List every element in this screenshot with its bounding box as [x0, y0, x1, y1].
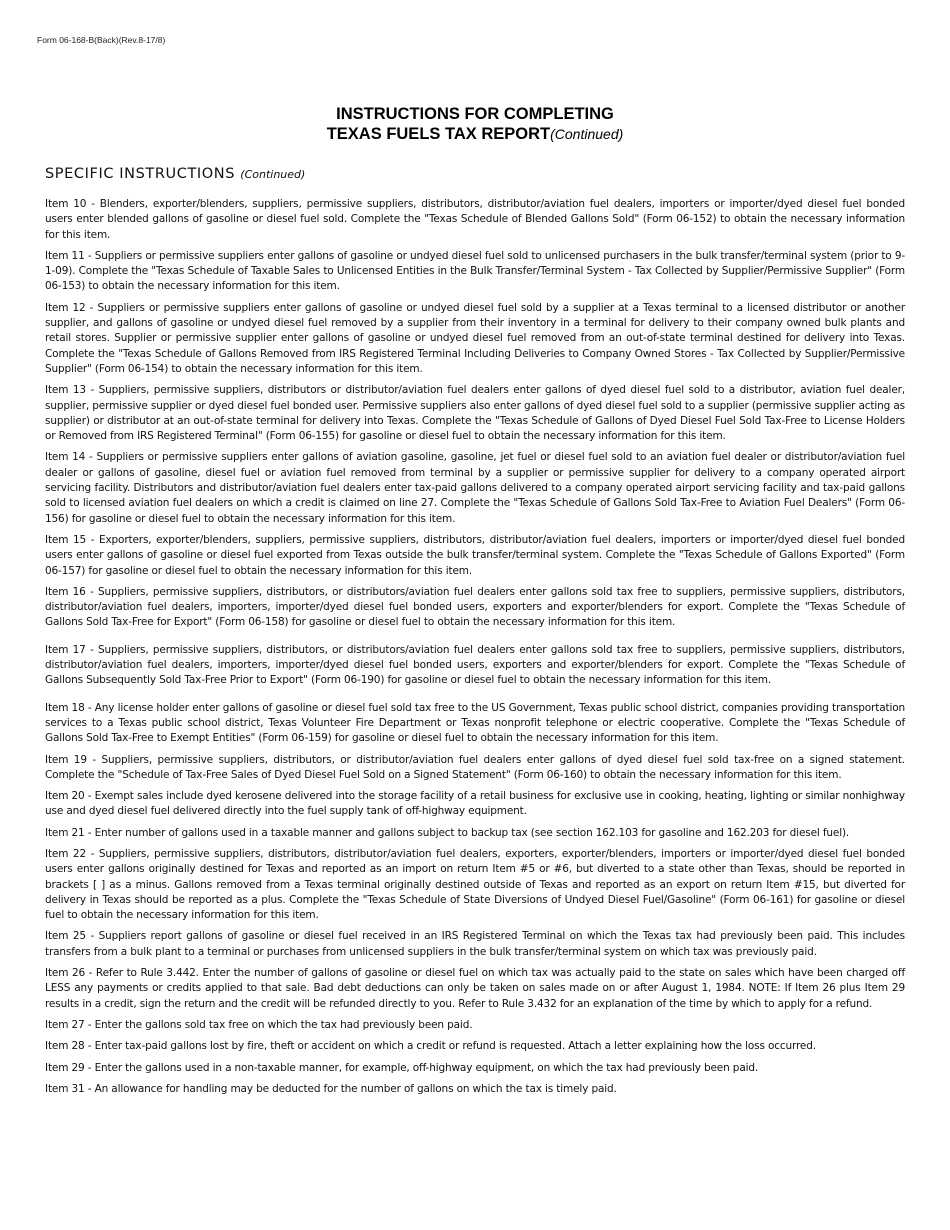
title-continued: (Continued) [550, 126, 624, 142]
item-27: Item 27 - Enter the gallons sold tax free on which the tax had previously been paid. [45, 1018, 473, 1031]
page-title [0, 104, 950, 144]
item-26: Item 26 - Refer to Rule 3.442. Enter the number of gallons of gasoline or diesel fuel on which tax was actually paid to the state on sales which have been charged off LESS any payments or credits applied to that sale. Bad debt deductions can only be taken on sales made on or after August 1, 1984. NOTE: If Item 26 plus Item 29 results in a credit, sign the return and the credit will be refunded directly to you. Refer to Rule 3.432 for an explanation of the time by which to apply for a refund. [45, 967, 905, 1010]
item-31: Item 31 - An allowance for handling may be deducted for the number of gallons on which the tax is timely paid. [45, 1082, 617, 1095]
item-20: Item 20 - Exempt sales include dyed kerosene delivered into the storage facility of a retail business for exclusive use in cooking, heating, lighting or similar nonhighway use and dyed diesel fuel delivered directly into the fuel supply tank of off-highway equipment. [45, 790, 905, 818]
item-18: Item 18 - Any license holder enter gallons of gasoline or diesel fuel sold tax free to the US Government, Texas public school district, companies providing transportation services to a Texas public school district, Texas Volunteer Fire Department or Texas nonprofit telephone or electric cooperative. Complete the "Texas Schedule of Gallons Sold Tax-Free to Exempt Entities" (Form 06-159) for gasoline or diesel fuel to obtain the necessary information for this item. [45, 701, 905, 745]
section-heading [45, 166, 305, 182]
item-28: Item 28 - Enter tax-paid gallons lost by fire, theft or accident on which a credit or refund is requested. Attach a letter explaining how the loss occurred. [45, 1040, 816, 1053]
item-22: Item 22 - Suppliers, permissive suppliers, distributors, distributor/aviation fuel dealers, exporters, exporter/blenders, importers or importer/dyed diesel fuel bonded users enter gallons originally destined for Texas and reported as an import on return Item #5 or #6, but diverted to a state other than Texas, should be reported in brackets [ ] as a minus. Gallons removed from a Texas terminal originally destined outside of Texas and reported as an export on return Item #15, but diverted for delivery in Texas should be reported as a plus. Complete the "Texas Schedule of State Diversions of Undyed Diesel Fuel/Gasoline" (Form 06-161) for gasoline or diesel fuel to obtain the necessary information for this item. [45, 847, 905, 922]
instructions-list [45, 197, 905, 1103]
item-21: Item 21 - Enter number of gallons used in a taxable manner and gallons subject to backup tax (see section 162.103 for gasoline and 162.203 for diesel fuel). [45, 826, 850, 839]
item-19: Item 19 - Suppliers, permissive suppliers, distributors, or distributor/aviation fuel dealers enter gallons of dyed diesel fuel sold tax-free on a signed statement. Complete the "Schedule of Tax-Free Sales of Dyed Diesel Fuel Sold on a Signed Statement" (Form 06-160) to obtain the necessary information for this item. [45, 753, 905, 781]
title-line-2 [0, 124, 950, 144]
item-25: Item 25 - Suppliers report gallons of gasoline or diesel fuel received in an IRS Registered Terminal on which the Texas tax had previously been paid. This includes transfers from a bulk plant to a terminal or purchases from unlicensed suppliers in the bulk transfer/terminal system on which tax was previously paid. [45, 930, 905, 958]
form-number: Form 06-168-B(Back)(Rev.8-17/8) [37, 35, 166, 45]
item-10: Item 10 - Blenders, exporter/blenders, suppliers, permissive suppliers, distributors, distributor/aviation fuel dealers, importers or importer/dyed diesel fuel bonded users enter blended gallons of gasoline or diesel fuel sold. Complete the "Texas Schedule of Blended Gallons Sold" (Form 06-152) to obtain the necessary information for this item. [45, 198, 905, 241]
item-15: Item 15 - Exporters, exporter/blenders, suppliers, permissive suppliers, distributors, distributor/aviation fuel dealers, importers or importer/dyed diesel fuel bonded users enter gallons of gasoline or diesel fuel exported from Texas outside the bulk transfer/terminal system. Complete the "Texas Schedule of Gallons Exported" (Form 06-157) for gasoline or diesel fuel to obtain the necessary information for this item. [45, 533, 905, 577]
item-17: Item 17 - Suppliers, permissive suppliers, distributors, or distributors/aviation fuel dealers enter gallons sold tax free to suppliers, permissive suppliers, distributors, distributor/aviation fuel dealers, importers, importer/dyed diesel fuel bonded users, exporters and exporter/blenders for export. Complete the "Texas Schedule of Gallons Subsequently Sold Tax-Free Prior to Export" (Form 06-190) for gasoline or diesel fuel to obtain the necessary information for this item. [45, 643, 905, 687]
item-16: Item 16 - Suppliers, permissive suppliers, distributors, or distributors/aviation fuel dealers enter gallons sold tax free to suppliers, permissive suppliers, distributors, distributor/aviation fuel dealers, importers, importer/dyed diesel fuel bonded users, exporters and exporter/blenders for export. Complete the "Texas Schedule of Gallons Sold Tax-Free for Export" (Form 06-158) for gasoline or diesel fuel to obtain the necessary information for this item. [45, 585, 905, 629]
section-continued: (Continued) [240, 168, 306, 181]
item-11: Item 11 - Suppliers or permissive suppliers enter gallons of gasoline or undyed diesel fuel sold to unlicensed purchasers in the bulk transfer/terminal system (prior to 9-1-09). Complete the "Texas Schedule of Taxable Sales to Unlicensed Entities in the Bulk Transfer/Terminal System - Tax Collected by Supplier/Permissive Supplier" (Form 06-153) to obtain the necessary information for this item. [45, 249, 905, 293]
item-29: Item 29 - Enter the gallons used in a non-taxable manner, for example, off-highway equipment, on which the tax had previously been paid. [45, 1061, 759, 1074]
item-14: Item 14 - Suppliers or permissive suppliers enter gallons of aviation gasoline, gasoline, jet fuel or diesel fuel sold to an aviation fuel dealer or distributor/aviation fuel dealer or gallons of gasoline, diesel fuel or aviation fuel removed from terminal by a supplier or permissive supplier for delivery to a company operated airport servicing facility. Distributors and distributor/aviation fuel dealers enter tax-paid gallons delivered to a company operated airport servicing facility and tax-paid gallons sold to licensed aviation fuel dealers on which a credit is claimed on line 27. Complete the "Texas Schedule of Gallons Sold Tax-Free to Aviation Fuel Dealers" (Form 06-156) for gasoline or diesel fuel to obtain the necessary information for this item. [45, 451, 905, 525]
item-13: Item 13 - Suppliers, permissive suppliers, distributors or distributor/aviation fuel dealers enter gallons of dyed diesel fuel sold to a distributor, aviation fuel dealer, supplier, permissive supplier or dyed diesel fuel bonded user. Permissive suppliers also enter gallons of dyed diesel fuel sold to a supplier (permissive supplier acting as supplier) or distributor at an out-of-state terminal for delivery into Texas. Complete the "Texas Schedule of Gallons of Dyed Diesel Fuel Sold Tax-Free to License Holders or Removed from IRS Registered Terminal" (Form 06-155) for gasoline or diesel fuel to obtain the necessary information for this item. [45, 384, 905, 443]
title-line-1: INSTRUCTIONS FOR COMPLETING [336, 105, 614, 123]
item-12: Item 12 - Suppliers or permissive suppliers enter gallons of gasoline or undyed diesel fuel sold by a supplier at a Texas terminal to a licensed distributor or another supplier, and gallons of gasoline or undyed diesel fuel removed by a supplier from their inventory in a terminal for delivery to their company owned bulk plants and retail stores. Supplier or permissive supplier enter gallons of gasoline or undyed diesel fuel removed from an out-of-state terminal destined for delivery into Texas. Complete the "Texas Schedule of Gallons Removed from IRS Registered Terminal Including Deliveries to Company Owned Stores - Tax Collected by Supplier/Permissive Supplier" (Form 06-154) to obtain the necessary information for this item. [45, 301, 905, 375]
section-heading-text: SPECIFIC INSTRUCTIONS [45, 166, 236, 182]
title-line-2-text: TEXAS FUELS TAX REPORT [326, 125, 551, 143]
